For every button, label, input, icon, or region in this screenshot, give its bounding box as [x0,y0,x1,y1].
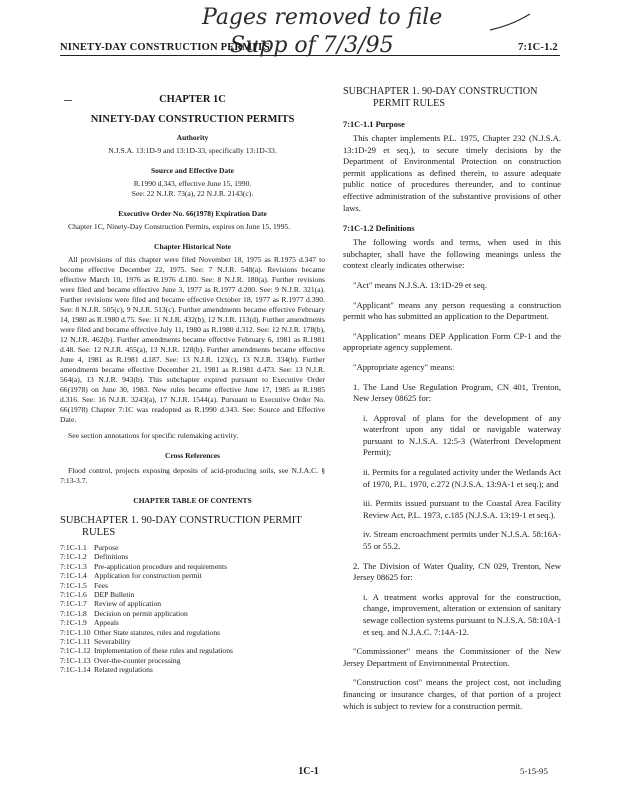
toc-section-number: 7:1C-1.4 [60,571,87,581]
running-head-section: 7:1C-1.2 [518,42,558,53]
executive-order-text: Chapter 1C, Ninety-Day Construction Permits, expires on June 15, 1995. [68,222,291,231]
toc-row [60,637,325,646]
supplement-date: 5-15-95 [520,766,548,776]
definition-appropriate-agency: "Appropriate agency" means: [353,361,455,372]
agency-item-1-iv: iv. Stream encroachment permits under N.J.S.A. 58:16A-55 or 55.2. [363,529,561,552]
handwriting-stroke [490,14,530,30]
definition-construction-cost: "Construction cost" means the project cost, not including financing or insurance charges, of that portion of a project which is subject to review for a construction permit. [343,677,561,711]
agency-item-1-ii: ii. Permits for a regulated activity under the Wetlands Act of 1970, P.L. 1970, c.272 (N.J.S.A. 13:9A-1 et seq.); and [363,467,561,489]
toc-row [60,628,325,637]
toc-section-title: Application for construction permit [94,571,202,581]
toc-row [60,571,325,580]
toc-subchapter-title [60,515,325,539]
toc-section-number: 7:1C-1.14 [60,665,91,675]
toc-section-title: Decision on permit application [94,608,188,618]
toc-row [60,656,325,665]
authority-text: N.J.S.A. 13:1D-9 and 13:1D-33, specifically 13:1D-33. [108,146,277,155]
chapter-title: NINETY-DAY CONSTRUCTION PERMITS [90,114,295,125]
source-line-2: See: 22 N.J.R. 73(a), 22 N.J.R. 2143(c). [131,189,254,198]
toc-section-title: Fees [94,580,108,590]
toc-section-number: 7:1C-1.13 [60,655,91,665]
toc-section-title: DEP Bulletin [94,590,135,600]
toc-section-number: 7:1C-1.7 [60,599,87,609]
toc-section-number: 7:1C-1.12 [60,646,91,656]
definitions-intro: The following words and terms, when used in this subchapter, shall have the following meanings unless the context clearly indicates otherwise: [343,237,561,271]
handwriting-line-1: Pages removed to file [202,5,443,30]
source-heading: Source and Effective Date [151,166,234,175]
toc-row [60,665,325,674]
right-column [343,86,561,712]
header-rule [60,55,560,56]
toc-section-title: Over-the-counter processing [94,655,181,665]
toc-section-number: 7:1C-1.10 [60,627,91,637]
toc-section-number: 7:1C-1.11 [60,637,91,647]
running-head-title: NINETY-DAY CONSTRUCTION PERMITS [60,42,270,53]
toc-subchapter-line-2: RULES [82,527,116,538]
toc-section-title: Appeals [94,618,119,628]
toc-row [60,618,325,627]
handwriting-line-2: Supp of 7/3/95 [230,33,394,58]
toc-section-number: 7:1C-1.8 [60,608,87,618]
agency-item-2: 2. The Division of Water Quality, CN 029, Trenton, New Jersey 08625 for: [353,560,561,583]
toc-section-title: Definitions [94,552,129,562]
toc-section-number: 7:1C-1.6 [60,590,87,600]
definition-applicant: "Applicant" means any person requesting a construction permit who has submitted an application to the Department. [343,299,561,322]
left-column [60,86,325,675]
agency-item-1: 1. The Land Use Regulation Program, CN 401, Trenton, New Jersey 08625 for: [353,381,561,404]
chapter-number: CHAPTER 1C [159,94,226,105]
toc-section-number: 7:1C-1.9 [60,618,87,628]
section-heading-purpose: 7:1C-1.1 Purpose [343,120,405,129]
toc-row [60,552,325,561]
toc-row [60,543,325,552]
toc-section-title: Other State statutes, rules and regulations [94,627,221,637]
section-heading-definitions: 7:1C-1.2 Definitions [343,224,415,234]
history-heading: Chapter Historical Note [154,242,231,251]
annotations-note: See section annotations for specific rulemaking activity. [68,431,239,440]
subchapter-line-2: PERMIT RULES [373,98,445,109]
authority-heading: Authority [176,133,209,142]
definition-act: "Act" means N.J.S.A. 13:1D-29 et seq. [353,279,487,290]
toc-section-title: Pre-application procedure and requirements [94,561,228,571]
agency-item-1-iii: iii. Permits issued pursuant to the Coastal Area Facility Review Act, P.L. 1973, c.185 (N.J.S.A. 13:19-1 et seq.). [363,498,561,520]
purpose-text: This chapter implements P.L. 1975, Chapter 232 (N.J.S.A. 13:1D-29 et seq.), to secure timely decisions by the Department of Environmental Protection on construction permit applications as defined therein, to assure adequate public notice of procedures thereunder, and to continue effective administration of the substantive provisions of other laws. [343,133,561,213]
toc-row [60,562,325,571]
toc-row [60,599,325,608]
page-number: 1C-1 [298,766,319,777]
toc-section-title: Severability [94,637,131,647]
source-line-1: R.1990 d.343, effective June 15, 1990. [133,179,252,188]
toc-section-title: Purpose [94,543,119,552]
executive-order-heading: Executive Order No. 66(1978) Expiration Date [118,209,267,218]
toc-section-title: Related regulations [94,665,153,675]
toc-section-title: Review of application [94,599,162,609]
history-text: All provisions of this chapter were filed November 18, 1975 as R.1975 d.347 to become effective December 22, 1975. See: 7 N.J.R. 548(a). Revisions became effective March 10, 1976 as R.1976 d.180. See: 8 N.J.R. 180(a). Further revisions were filed and became effective June 3, 1977 as R.1977 d.200. See: 9 N.J.R. 321(a). Further revisions were filed and became effective October 18, 1977 as R.1977 d.390. See: 8 N.J.R. 505(c), 9 N.J.R. 513(c). Further amendments became effective February 14, 1980 as R.1980 d.75. See: 11 N.J.R. 432(b), 12 N.J.R. 113(d). Further amendments were filed and became effective July 11, 1980 as R.1980 d.312. See: 12 N.J.R. 178(b), 12 N.J.R. 462(b). Further amendments became effective February 6, 1981 as R.1981 d.48. See: 12 N.J.R. 455(a), 13 N.J.R. 128(b). Further amendments became effective June 4, 1981 as R.1981 d.187. See: 13 N.J.R. 123(c), 13 N.J.R. 334(b). Further amendments became effective December 21, 1981 as R.1981 d.473. See: 13 N.J.R. 564(a), 13 N.J.R. 943(b). This subchapter expired pursuant to Executive Order 66(1978) on June 30, 1983. New rules became effective June 17, 1985 as R.1985 d.316. See: 16 N.J.R. 3243(a), 17 N.J.R. 1544(a). Pursuant to Executive Order No. 66(1978) Chapter 7:1C was readopted as R.1990 d.343. See: Source and Effective Date. [60,255,325,424]
toc-section-number: 7:1C-1.5 [60,580,87,590]
toc-subchapter-line-1: SUBCHAPTER 1. 90-DAY CONSTRUCTION PERMIT [60,515,302,526]
subchapter-line-1: SUBCHAPTER 1. 90-DAY CONSTRUCTION [343,86,538,97]
toc-section-number: 7:1C-1.1 [60,543,87,552]
toc-heading: CHAPTER TABLE OF CONTENTS [133,496,252,505]
definition-commissioner: "Commissioner" means the Commissioner of the New Jersey Department of Environmental Protection. [343,646,561,668]
toc-section-number: 7:1C-1.3 [60,561,87,571]
cross-references-heading: Cross References [165,451,220,460]
toc-section-title: Implementation of these rules and regulations [94,646,233,656]
agency-item-1-i: i. Approval of plans for the development of any waterfront upon any tidal or navigable waterway pursuant to N.J.S.A. 12:5-3 (Waterfront Development Permit); [363,412,561,458]
toc-row [60,609,325,618]
agency-item-2-i: i. A treatment works approval for the construction, change, improvement, alteration or extension of sanitary sewage collection systems pursuant to N.J.S.A. 58:10A-1 et seq. and N.J.A.C. 7:14A-12. [363,591,561,637]
toc-section-number: 7:1C-1.2 [60,552,87,562]
subchapter-title [343,86,561,110]
toc-row [60,590,325,599]
toc-row [60,646,325,655]
definition-application: "Application" means DEP Application Form CP-1 and the appropriate agency supplement. [343,330,561,353]
toc-list [60,543,325,675]
cross-references-text: Flood control, projects exposing deposits of acid-producing soils, see N.J.A.C. § 7:13-3.7. [60,466,325,485]
toc-row [60,581,325,590]
